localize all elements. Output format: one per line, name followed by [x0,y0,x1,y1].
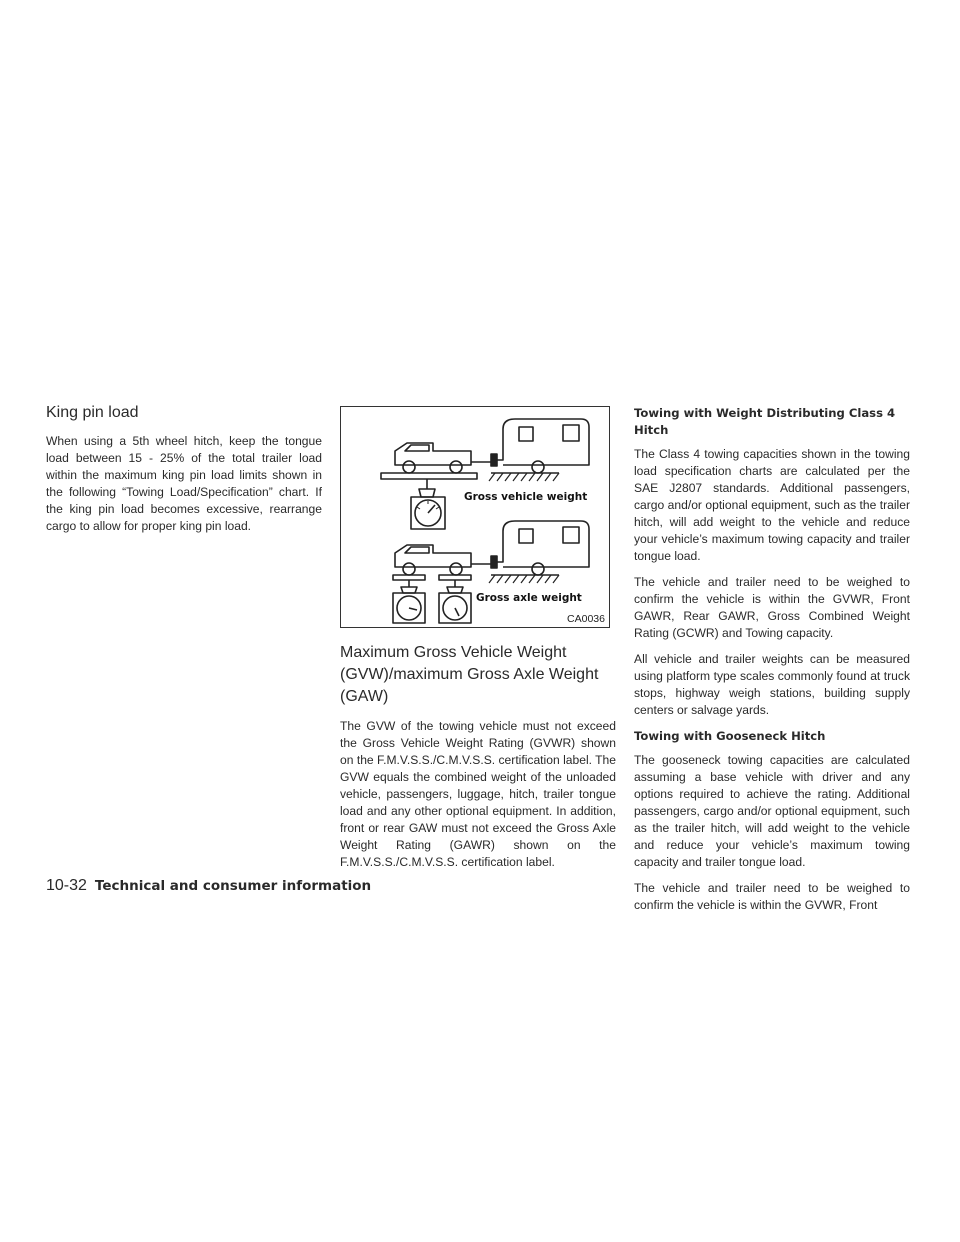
label-gross-axle-weight: Gross axle weight [476,592,582,604]
paragraph-gvw-gaw: The GVW of the towing vehicle must not exceed the Gross Vehicle Weight Rating (GVWR) shown on the F.M.V.S.S./C.M.V.S.S. certification label. The GVW equals the combined weight of the unloaded vehicle, passengers, luggage, hitch, trailer tongue load and any other optional equipment. In addition, front or rear GAW must not exceed the Gross Axle Weight Rating (GAWR) shown on the F.M.V.S.S./C.M.V.S.S. certification label. [340,719,616,869]
paragraph-king-pin-load: When using a 5th wheel hitch, keep the tongue load between 15 - 25% of the total trailer load within the maximum king pin load limits shown in the following “Towing Load/Specification” chart. If the king pin load becomes excessive, rearrange cargo to allow for proper king pin load. [46,434,322,533]
column-left [46,402,322,544]
page-number: 10-32 [46,877,87,894]
section-heading-gvw-gaw: Maximum Gross Vehicle Weight (GVW)/maximum Gross Axle Weight (GAW) [340,644,599,705]
subheading-gooseneck-hitch: Towing with Gooseneck Hitch [634,729,826,743]
subheading-weight-distributing-hitch: Towing with Weight Distributing Class 4 Hitch [634,406,896,437]
paragraph-weigh-vehicle-gooseneck: The vehicle and trailer need to be weighed to confirm the vehicle is within the GVWR, Front [634,881,910,912]
paragraph-class4-capacities: The Class 4 towing capacities shown in the towing load specification charts are calculated per the SAE J2807 standards. Additional passengers, cargo and/or optional equipment, such as the trailer hitch, will add weight to the vehicle and reduce your vehicle’s maximum towing capacity and trailer tongue load. [634,447,910,563]
column-middle [340,406,616,880]
paragraph-platform-scales: All vehicle and trailer weights can be measured using platform type scales commonly found at truck stops, highway weigh stations, building supply centers or salvage yards. [634,652,910,717]
label-gross-vehicle-weight: Gross vehicle weight [464,491,588,503]
chapter-title: Technical and consumer information [94,878,372,894]
paragraph-gooseneck-capacities: The gooseneck towing capacities are calculated assuming a base vehicle with driver and any options required to achieve the rating. Additional passengers, cargo and/or optional equipment, such as the trailer hitch, will add weight to the vehicle and reduce your vehicle’s maximum towing capacity and trailer tongue load. [634,753,910,869]
paragraph-weigh-vehicle: The vehicle and trailer need to be weighed to confirm the vehicle is within the GVWR, Front GAWR, Rear GAWR, Gross Combined Weight Rating (GCWR) and Towing capacity. [634,575,910,640]
section-heading-king-pin-load: King pin load [46,404,139,421]
weighing-illustration [340,406,610,628]
figure-code: CA0036 [567,613,605,625]
column-right [634,405,910,914]
page-footer [46,877,371,895]
